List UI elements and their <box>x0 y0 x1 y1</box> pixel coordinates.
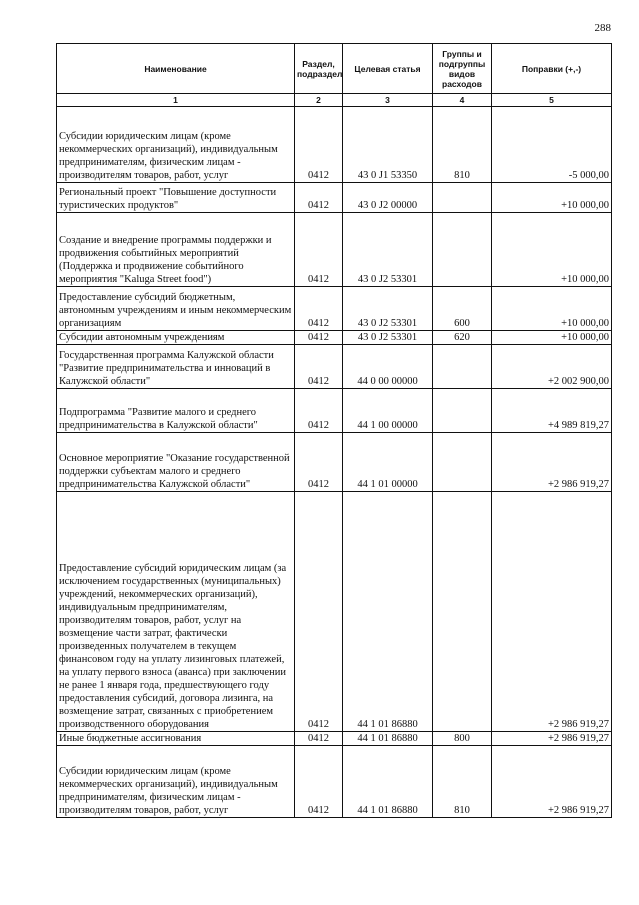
table-row <box>57 433 612 492</box>
table-row <box>57 389 612 433</box>
row-section: 0412 <box>295 213 343 287</box>
table-header-row <box>57 44 612 94</box>
table-row <box>57 331 612 345</box>
column-number: 2 <box>295 94 343 107</box>
row-name: Создание и внедрение программы поддержки и продвижения событийных мероприятий (Поддержка и продвижение событийного мероприятия "Kaluga Street food") <box>57 213 295 287</box>
header-groups: Группы и подгруппы видов расходов <box>433 44 492 94</box>
row-section: 0412 <box>295 107 343 183</box>
row-amount: +10 000,00 <box>492 183 612 213</box>
row-name: Иные бюджетные ассигнования <box>57 732 295 746</box>
table-row <box>57 287 612 331</box>
row-amount: +2 986 919,27 <box>492 433 612 492</box>
row-section: 0412 <box>295 746 343 818</box>
row-name: Субсидии юридическим лицам (кроме некоммерческих организаций), индивидуальным предпринимателям, физическим лицам - производителям товаров, работ, услуг <box>57 107 295 183</box>
row-amount: -5 000,00 <box>492 107 612 183</box>
row-article: 44 1 01 86880 <box>343 732 433 746</box>
row-group <box>433 389 492 433</box>
row-article: 43 0 J2 53301 <box>343 331 433 345</box>
header-name: Наименование <box>57 44 295 94</box>
row-name: Субсидии юридическим лицам (кроме некоммерческих организаций), индивидуальным предпринимателям, физическим лицам - производителям товаров, работ, услуг <box>57 746 295 818</box>
row-section: 0412 <box>295 389 343 433</box>
row-amount: +2 986 919,27 <box>492 746 612 818</box>
row-group: 620 <box>433 331 492 345</box>
row-name: Предоставление субсидий юридическим лицам (за исключением государственных (муниципальных) учреждений, некоммерческих организаций), индивидуальным предпринимателям, производителям товаров, работ, услуг на возмещение части затрат, фактически произведенных получателем в текущем финансовом году на уплату лизинговых платежей, на уплату первого взноса (аванса) при заключении не ранее 1 января года, предшествующего году предоставления субсидий, договора лизинга, на возмещение затрат, связанных с приобретением производственного оборудования <box>57 492 295 732</box>
row-name: Субсидии автономным учреждениям <box>57 331 295 345</box>
column-number: 5 <box>492 94 612 107</box>
row-name: Региональный проект "Повышение доступности туристических продуктов" <box>57 183 295 213</box>
column-number: 4 <box>433 94 492 107</box>
row-amount: +10 000,00 <box>492 331 612 345</box>
row-amount: +10 000,00 <box>492 287 612 331</box>
table-row <box>57 746 612 818</box>
row-section: 0412 <box>295 287 343 331</box>
page-number: 288 <box>594 22 611 34</box>
row-group <box>433 345 492 389</box>
row-amount: +2 986 919,27 <box>492 732 612 746</box>
table-row <box>57 107 612 183</box>
row-group <box>433 183 492 213</box>
row-name: Предоставление субсидий бюджетным, автономным учреждениям и иным некоммерческим организациям <box>57 287 295 331</box>
table-row <box>57 213 612 287</box>
row-article: 44 1 01 86880 <box>343 492 433 732</box>
row-article: 43 0 J2 53301 <box>343 213 433 287</box>
row-amount: +2 986 919,27 <box>492 492 612 732</box>
column-number: 3 <box>343 94 433 107</box>
row-article: 43 0 J1 53350 <box>343 107 433 183</box>
column-number: 1 <box>57 94 295 107</box>
row-amount: +2 002 900,00 <box>492 345 612 389</box>
row-section: 0412 <box>295 345 343 389</box>
table-row <box>57 345 612 389</box>
row-article: 44 1 00 00000 <box>343 389 433 433</box>
row-name: Основное мероприятие "Оказание государственной поддержки субъектам малого и среднего предпринимательства Калужской области" <box>57 433 295 492</box>
row-group <box>433 433 492 492</box>
row-section: 0412 <box>295 732 343 746</box>
row-amount: +4 989 819,27 <box>492 389 612 433</box>
row-section: 0412 <box>295 331 343 345</box>
column-number-row <box>57 94 612 107</box>
row-group: 810 <box>433 107 492 183</box>
row-section: 0412 <box>295 492 343 732</box>
row-article: 43 0 J2 53301 <box>343 287 433 331</box>
row-name: Подпрограмма "Развитие малого и среднего предпринимательства в Калужской области" <box>57 389 295 433</box>
row-article: 43 0 J2 00000 <box>343 183 433 213</box>
row-group: 810 <box>433 746 492 818</box>
table-row <box>57 732 612 746</box>
row-amount: +10 000,00 <box>492 213 612 287</box>
table-row <box>57 492 612 732</box>
row-article: 44 1 01 00000 <box>343 433 433 492</box>
row-group <box>433 492 492 732</box>
row-group: 800 <box>433 732 492 746</box>
row-group: 600 <box>433 287 492 331</box>
header-section: Раздел, подраздел <box>295 44 343 94</box>
row-section: 0412 <box>295 433 343 492</box>
table-row <box>57 183 612 213</box>
row-name: Государственная программа Калужской области "Развитие предпринимательства и инноваций в Калужской области" <box>57 345 295 389</box>
row-article: 44 0 00 00000 <box>343 345 433 389</box>
budget-amendments-table <box>56 43 612 818</box>
row-section: 0412 <box>295 183 343 213</box>
row-group <box>433 213 492 287</box>
header-article: Целевая статья <box>343 44 433 94</box>
row-article: 44 1 01 86880 <box>343 746 433 818</box>
header-amendments: Поправки (+,-) <box>492 44 612 94</box>
